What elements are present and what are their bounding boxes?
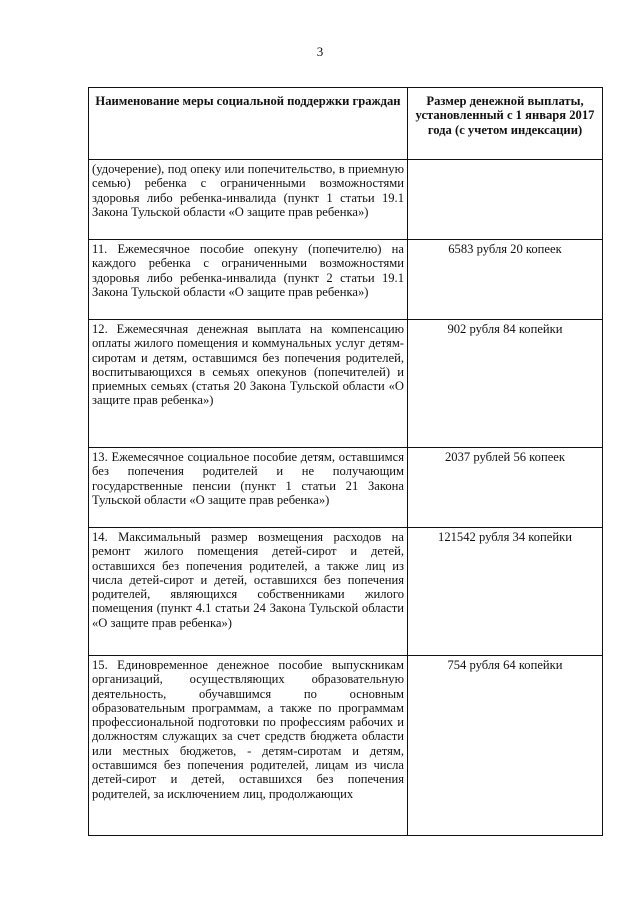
header-measure-name: Наименование меры социальной поддержки граждан	[89, 88, 408, 160]
table-row	[89, 448, 603, 528]
measure-name-cell: 15. Единовременное денежное пособие выпускникам организаций, осуществляющих образовательную деятельность, обучавшимся по основным образовательным программам, а также по программам профессиональной подготовки по профессиям рабочих и должностям служащих за счет средств бюджета области или местных бюджетов, - детям-сиротам и детям, оставшимся без попечения родителей, лицам из числа детей-сирот и детей, оставшихся без попечения родителей, за исключением лиц, продолжающих	[89, 656, 408, 836]
measure-name-cell: 14. Максимальный размер возмещения расходов на ремонт жилого помещения детей-сирот и детей, оставшихся без попечения родителей, а также лиц из числа детей-сирот и детей, оставшихся без попечения родителей, являющихся собственниками жилого помещения (пункт 4.1 статьи 24 Закона Тульской области «О защите прав ребенка»)	[89, 528, 408, 656]
table-row	[89, 656, 603, 836]
measure-name-cell: 11. Ежемесячное пособие опекуну (попечителю) на каждого ребенка с ограниченными возможностями здоровья либо ребенка-инвалида (пункт 2 статьи 19.1 Закона Тульской области «О защите прав ребенка»)	[89, 240, 408, 320]
payment-amount-cell: 902 рубля 84 копейки	[408, 320, 603, 448]
table-row	[89, 528, 603, 656]
page-number: 3	[316, 44, 324, 59]
table-row	[89, 160, 603, 240]
measure-name-cell: (удочерение), под опеку или попечительство, в приемную семью) ребенка с ограниченными возможностями здоровья либо ребенка-инвалида (пункт 1 статьи 19.1 Закона Тульской области «О защите прав ребенка»)	[89, 160, 408, 240]
table-header-row	[89, 88, 603, 160]
measure-name-cell: 12. Ежемесячная денежная выплата на компенсацию оплаты жилого помещения и коммунальных услуг детям-сиротам и детям, оставшимся без попечения родителей, воспитывающихся в семьях опекунов (попечителей) и приемных семьях (статья 20 Закона Тульской области «О защите прав ребенка»)	[89, 320, 408, 448]
table-row	[89, 240, 603, 320]
table-row	[89, 320, 603, 448]
benefits-table	[88, 87, 603, 836]
payment-amount-cell: 754 рубля 64 копейки	[408, 656, 603, 836]
payment-amount-cell: 2037 рублей 56 копеек	[408, 448, 603, 528]
measure-name-cell: 13. Ежемесячное социальное пособие детям, оставшимся без попечения родителей и не получающим государственные пенсии (пункт 1 статьи 21 Закона Тульской области «О защите прав ребенка»)	[89, 448, 408, 528]
header-payment-amount: Размер денежной выплаты, установленный с 1 января 2017 года (с учетом индексации)	[408, 88, 603, 160]
payment-amount-cell: 6583 рубля 20 копеек	[408, 240, 603, 320]
payment-amount-cell: 121542 рубля 34 копейки	[408, 528, 603, 656]
payment-amount-cell	[408, 160, 603, 240]
